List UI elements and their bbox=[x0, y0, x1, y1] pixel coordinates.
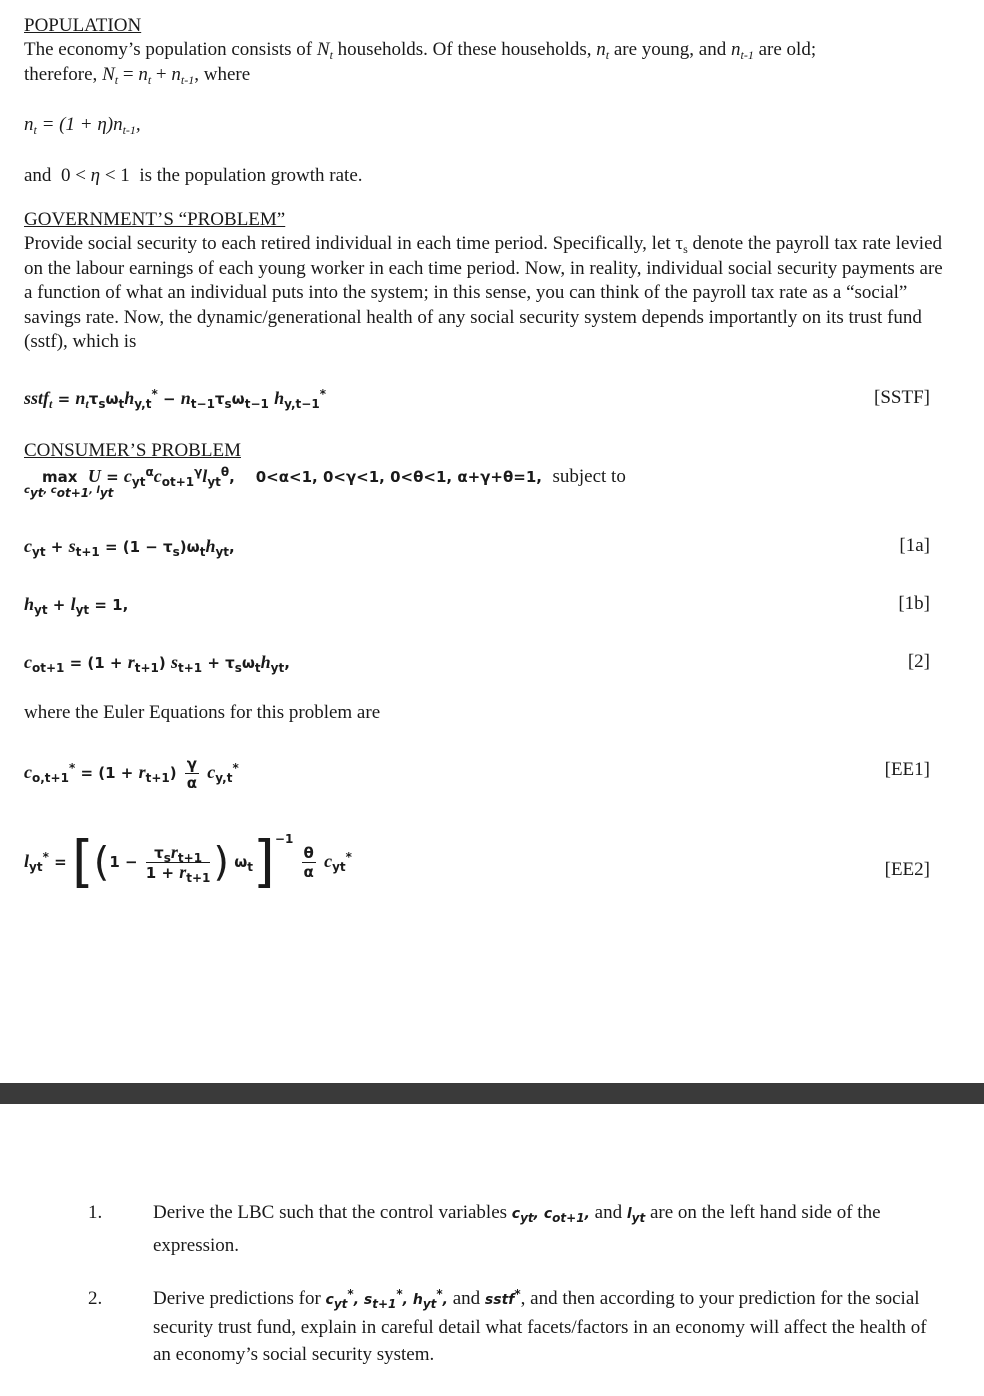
document-page bbox=[24, 14, 944, 901]
government-heading: GOVERNMENT’S “PROBLEM” bbox=[24, 209, 286, 230]
population-heading: POPULATION bbox=[24, 15, 142, 36]
sstf-equation-row bbox=[24, 383, 944, 413]
question-2-number: 2. bbox=[88, 1288, 103, 1309]
section-divider bbox=[0, 1083, 984, 1104]
euler-equation-2: $l_{yt}^* = [(1$ − $\frac{\tau_sr_{t+1}}{1 + r_{t+1}}$ ) $\omega_t]^{-1}$ $\frac{\theta}{\alpha}$ $c_{yt}^*$ bbox=[24, 829, 352, 895]
tag-ee2: [EE2] bbox=[884, 859, 930, 880]
constraint-1b: $h_{yt} + l_{yt} = 1$, bbox=[24, 593, 129, 617]
constraint-1a: $c_{yt} + s_{t+1} = (1 - \tau_s)\omega_th_{yt}$, bbox=[24, 535, 235, 559]
sstf-equation: sstf$_t$ = $n_t\tau_s\omega_th_{y,t}^* - n_{t-1}\tau_s\omega_{t-1}$ $h_{y,t-1}^*$ bbox=[24, 386, 326, 411]
constraint-1a-row bbox=[24, 531, 944, 561]
tag-ee1: [EE1] bbox=[884, 759, 930, 780]
ee2-row bbox=[24, 831, 944, 901]
sstf-tag: [SSTF] bbox=[874, 386, 930, 408]
utility-equation: $\max U = c_{yt}^\alpha c_{ot+1}^\gamma l_{yt}^\theta$, 0<α<1, 0<γ<1, 0<θ<1, α+γ+θ=1, subject to $c_{yt}$, $c_{ot+1}$, $l_{yt}$ bbox=[24, 464, 626, 500]
tag-2: [2] bbox=[907, 650, 930, 672]
tag-1a: [1a] bbox=[899, 534, 930, 556]
utility-row bbox=[24, 463, 944, 507]
question-2-text: Derive predictions for $c_{yt}^*$, $s_{t+1}^*$, $h_{yt}^*$, and sstf*, and then according to your prediction for the social security trust fund, explain in careful detail what facets/factors in an economy will affect the health of an economy’s social security system. bbox=[153, 1287, 927, 1365]
population-growth-equation: $n_t = (1 + \eta)n_{t-1}$, bbox=[24, 114, 141, 137]
constraint-1b-row bbox=[24, 589, 944, 619]
constraint-2: $c_{ot+1} = (1 + r_{t+1}) s_{t+1} + \tau_s\omega_th_{yt}$, bbox=[24, 651, 290, 675]
tag-1b: [1b] bbox=[898, 592, 930, 614]
consumer-heading: CONSUMER’S PROBLEM bbox=[24, 439, 241, 461]
question-1-number: 1. bbox=[88, 1202, 103, 1223]
government-text: Provide social security to each retired individual in each time period. Specifically, let $\tau_s$ denote the payroll tax rate levied on the labour earnings of each young worker in each time period. Now, in reality, individual social security payments are a function of what an individual puts into the system; in this sense, you can think of the payroll tax rate as a “social” savings rate. Now, the dynamic/generational health of any social security system depends importantly on its trust fund (sstf), which is bbox=[24, 233, 943, 352]
ee1-row bbox=[24, 755, 944, 795]
population-text: The economy’s population consists of $N_t$ households. Of these households, $n_t$ are young, and $n_{t-1}$ are old; therefore, $N_t = n_t + n_{t-1}$, where bbox=[24, 39, 817, 87]
euler-equation-1: $c_{o,t+1}^* = (1 + r_{t+1})$ $\frac{\gamma}{\alpha}$ $c_{y,t}^*$ bbox=[24, 755, 239, 792]
question-1-text: Derive the LBC such that the control variables $c_{yt}$, $c_{ot+1}$, and $l_{yt}$ are on the left hand side of the expression. bbox=[153, 1202, 881, 1256]
growth-rate-text: and 0 < η < 1 is the population growth rate. bbox=[24, 164, 363, 186]
constraint-2-row bbox=[24, 647, 944, 677]
euler-intro: where the Euler Equations for this problem are bbox=[24, 701, 381, 723]
